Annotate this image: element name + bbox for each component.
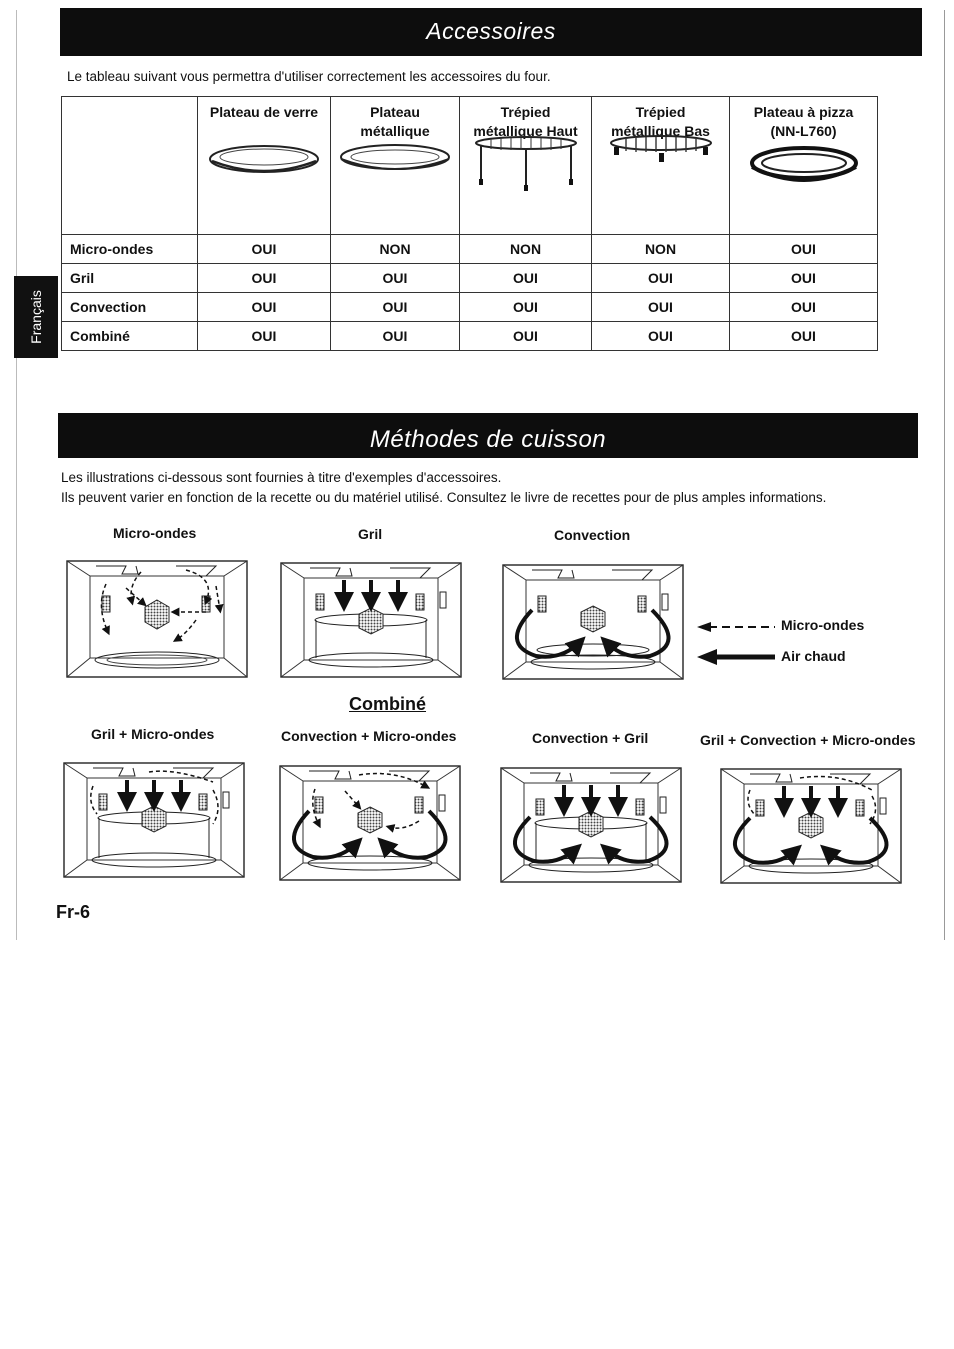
row-mode: Combiné bbox=[62, 322, 198, 351]
caption-grill: Gril bbox=[358, 526, 383, 542]
table-cell: OUI bbox=[730, 235, 878, 264]
grill-microwave-diagram bbox=[63, 762, 245, 878]
convection-microwave-diagram bbox=[279, 765, 461, 881]
table-row bbox=[62, 293, 878, 322]
table-cell: OUI bbox=[592, 264, 730, 293]
accessories-banner bbox=[60, 8, 922, 56]
caption-grill-microwave: Gril + Micro-ondes bbox=[91, 726, 215, 742]
page-number: Fr-6 bbox=[56, 902, 91, 922]
table-cell: OUI bbox=[331, 293, 460, 322]
pizza-tray-icon bbox=[748, 141, 860, 193]
methods-title: Méthodes de cuisson bbox=[369, 426, 607, 453]
caption-microwave: Micro-ondes bbox=[113, 525, 197, 541]
row-mode: Gril bbox=[62, 264, 198, 293]
column-header: Plateau métallique bbox=[331, 97, 460, 235]
caption-convection: Convection bbox=[554, 527, 631, 543]
table-cell: OUI bbox=[460, 264, 592, 293]
table-corner-cell bbox=[62, 97, 198, 235]
table-cell: NON bbox=[331, 235, 460, 264]
methods-intro-line1: Les illustrations ci-dessous sont fournies à titre d'exemples d'accessoires. bbox=[61, 470, 502, 485]
table-cell: OUI bbox=[198, 264, 331, 293]
column-header: Trépied métallique Bas bbox=[592, 97, 730, 235]
column-header: Trépied métallique Haut bbox=[460, 97, 592, 235]
methods-intro-line2: Ils peuvent varier en fonction de la recette ou du matériel utilisé. Consultez le livre de recettes pour de plus amples informations. bbox=[61, 490, 827, 505]
table-cell: OUI bbox=[460, 322, 592, 351]
table-cell: OUI bbox=[730, 293, 878, 322]
grill-diagram bbox=[280, 562, 462, 678]
hot-air-legend-arrow bbox=[697, 648, 777, 666]
table-row bbox=[62, 322, 878, 351]
table-cell: OUI bbox=[592, 293, 730, 322]
column-header: Plateau à pizza (NN-L760) bbox=[730, 97, 878, 235]
combined-title: Combiné bbox=[349, 694, 427, 714]
row-mode: Convection bbox=[62, 293, 198, 322]
language-tab bbox=[14, 276, 58, 358]
microwave-legend-arrow bbox=[697, 620, 777, 634]
table-cell: OUI bbox=[198, 293, 331, 322]
legend-microwave-label: Micro-ondes bbox=[781, 617, 865, 633]
methods-banner bbox=[58, 413, 918, 458]
caption-convection-grill: Convection + Gril bbox=[532, 730, 649, 746]
accessories-table bbox=[61, 96, 878, 351]
table-header-row bbox=[62, 97, 878, 235]
table-cell: OUI bbox=[730, 322, 878, 351]
metal-tray-icon bbox=[337, 141, 453, 177]
page-right-rule bbox=[944, 10, 945, 940]
column-header: Plateau de verre bbox=[198, 97, 331, 235]
row-mode: Micro-ondes bbox=[62, 235, 198, 264]
caption-convection-microwave: Convection + Micro-ondes bbox=[281, 728, 457, 744]
table-cell: NON bbox=[460, 235, 592, 264]
high-rack-icon bbox=[471, 135, 581, 193]
convection-diagram bbox=[502, 564, 684, 680]
table-cell: OUI bbox=[730, 264, 878, 293]
table-row bbox=[62, 264, 878, 293]
table-cell: NON bbox=[592, 235, 730, 264]
grill-convection-microwave-diagram bbox=[720, 768, 902, 884]
caption-grill-convection-microwave: Gril + Convection + Micro-ondes bbox=[700, 732, 916, 748]
table-cell: OUI bbox=[198, 322, 331, 351]
legend-hot-air-label: Air chaud bbox=[781, 648, 846, 664]
glass-tray-icon bbox=[206, 141, 322, 177]
table-row bbox=[62, 235, 878, 264]
microwave-diagram bbox=[66, 560, 248, 678]
accessories-intro: Le tableau suivant vous permettra d'utiliser correctement les accessoires du four. bbox=[67, 69, 551, 84]
page-left-rule bbox=[16, 10, 17, 940]
table-cell: OUI bbox=[460, 293, 592, 322]
table-cell: OUI bbox=[331, 322, 460, 351]
convection-grill-diagram bbox=[500, 767, 682, 883]
table-cell: OUI bbox=[331, 264, 460, 293]
accessories-title: Accessoires bbox=[426, 18, 556, 44]
table-cell: OUI bbox=[198, 235, 331, 264]
table-cell: OUI bbox=[592, 322, 730, 351]
language-tab-label: Français bbox=[28, 290, 44, 344]
